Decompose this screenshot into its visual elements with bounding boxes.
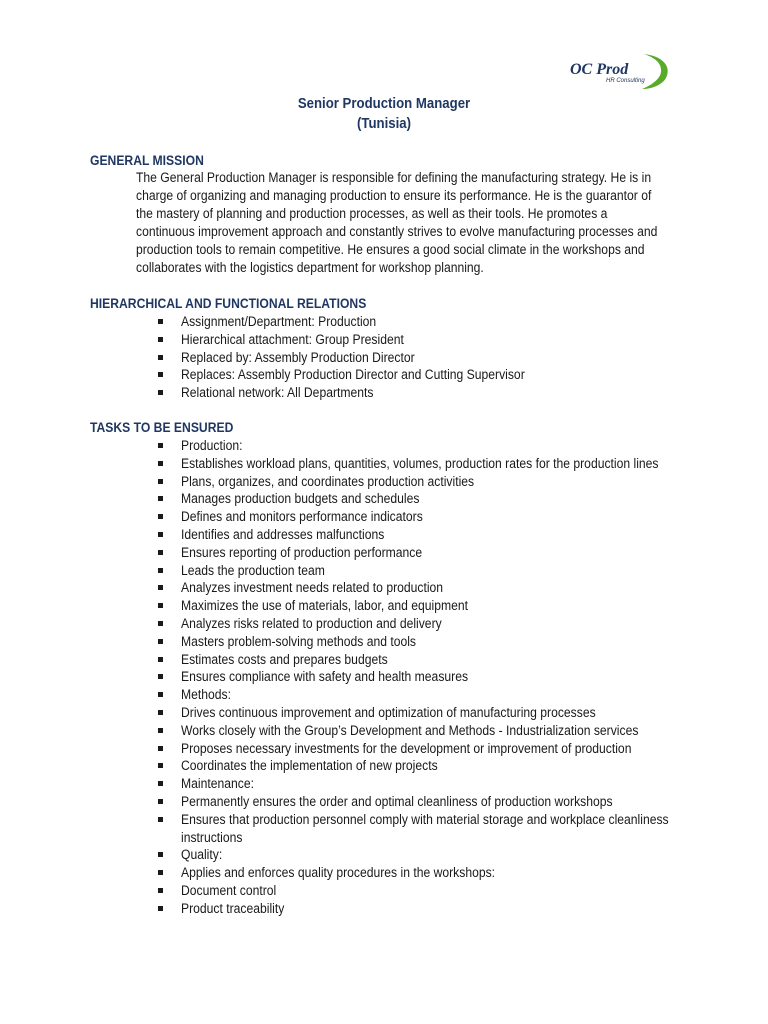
list-item: Coordinates the implementation of new projects (156, 757, 716, 775)
bullet-icon (158, 355, 163, 360)
list-item: Defines and monitors performance indicators (156, 508, 716, 526)
bullet-icon (158, 621, 163, 626)
list-item: Analyzes risks related to production and delivery (156, 615, 716, 633)
document-header (0, 94, 768, 134)
list-item: Estimates costs and prepares budgets (156, 651, 716, 669)
bullet-icon (158, 870, 163, 875)
list-item: Establishes workload plans, quantities, volumes, production rates for the production lines (156, 455, 716, 473)
bullet-icon (158, 496, 163, 501)
bullet-icon (158, 799, 163, 804)
bullet-icon (158, 710, 163, 715)
bullet-icon (158, 817, 163, 822)
list-item: Maintenance: (156, 775, 716, 793)
mission-line: collaborates with the logistics department for workshop planning. (136, 260, 484, 275)
mission-line: the mastery of planning and production processes, as well as their tools. He promotes a (136, 206, 608, 221)
bullet-icon (158, 692, 163, 697)
bullet-icon (158, 568, 163, 573)
bullet-icon (158, 763, 163, 768)
list-item: Manages production budgets and schedules (156, 490, 716, 508)
list-item: Replaced by: Assembly Production Director (156, 349, 716, 367)
bullet-icon (158, 603, 163, 608)
bullet-icon (158, 781, 163, 786)
logo-brand: OC Prod (570, 61, 629, 78)
list-item: Leads the production team (156, 562, 716, 580)
bullet-icon (158, 906, 163, 911)
bullet-icon (158, 728, 163, 733)
list-item: Assignment/Department: Production (156, 313, 716, 331)
list-item: Masters problem-solving methods and tools (156, 633, 716, 651)
mission-line: continuous improvement approach and constantly strives to evolve manufacturing processes and (136, 224, 658, 239)
bullet-icon (158, 372, 163, 377)
list-item: Permanently ensures the order and optimal cleanliness of production workshops (156, 793, 716, 811)
bullet-icon (158, 390, 163, 395)
list-item: Product traceability (156, 900, 716, 918)
document-subtitle: (Tunisia) (356, 115, 412, 132)
list-item: Production: (156, 437, 716, 455)
bullet-icon (158, 532, 163, 537)
bullet-icon (158, 479, 163, 484)
bullet-icon (158, 674, 163, 679)
list-item: Identifies and addresses malfunctions (156, 526, 716, 544)
tasks-list (156, 437, 716, 918)
list-item: Ensures reporting of production performance (156, 544, 716, 562)
bullet-icon (158, 514, 163, 519)
oc-prod-logo-icon (566, 50, 676, 92)
list-item: Works closely with the Group’s Development and Methods - Industrialization services (156, 722, 716, 740)
bullet-icon (158, 657, 163, 662)
document-title: Senior Production Manager (297, 95, 471, 112)
list-item: Replaces: Assembly Production Director and Cutting Supervisor (156, 366, 716, 384)
company-logo (566, 50, 676, 92)
mission-body (136, 169, 696, 277)
bullet-icon (158, 888, 163, 893)
list-item: Quality: (156, 846, 716, 864)
mission-line: production tools to remain competitive. He ensures a good social climate in the workshops and (136, 242, 645, 257)
list-item: Methods: (156, 686, 716, 704)
bullet-icon (158, 443, 163, 448)
list-item: Plans, organizes, and coordinates production activities (156, 473, 716, 491)
list-item: Document control (156, 882, 716, 900)
bullet-icon (158, 550, 163, 555)
list-item: Ensures compliance with safety and health measures (156, 668, 716, 686)
list-item: Relational network: All Departments (156, 384, 716, 402)
mission-line: The General Production Manager is responsible for defining the manufacturing strategy. He is in (136, 170, 652, 185)
bullet-icon (158, 852, 163, 857)
bullet-icon (158, 461, 163, 466)
list-item: Ensures that production personnel comply with material storage and workplace cleanliness instructions (156, 811, 716, 847)
list-item: Hierarchical attachment: Group President (156, 331, 716, 349)
tasks-heading: TASKS TO BE ENSURED (90, 420, 234, 435)
list-item: Maximizes the use of materials, labor, and equipment (156, 597, 716, 615)
logo-tagline: HR Consulting (606, 78, 645, 84)
bullet-icon (158, 746, 163, 751)
list-item: Drives continuous improvement and optimization of manufacturing processes (156, 704, 716, 722)
list-item: Applies and enforces quality procedures in the workshops: (156, 864, 716, 882)
relations-heading: HIERARCHICAL AND FUNCTIONAL RELATIONS (90, 296, 367, 311)
relations-list (156, 313, 716, 402)
bullet-icon (158, 585, 163, 590)
mission-line: charge of organizing and managing production to ensure its performance. He is the guarantor of (136, 188, 652, 203)
list-item: Analyzes investment needs related to production (156, 579, 716, 597)
mission-heading: GENERAL MISSION (90, 153, 204, 168)
bullet-icon (158, 319, 163, 324)
bullet-icon (158, 639, 163, 644)
list-item: Proposes necessary investments for the development or improvement of production (156, 740, 716, 758)
bullet-icon (158, 337, 163, 342)
